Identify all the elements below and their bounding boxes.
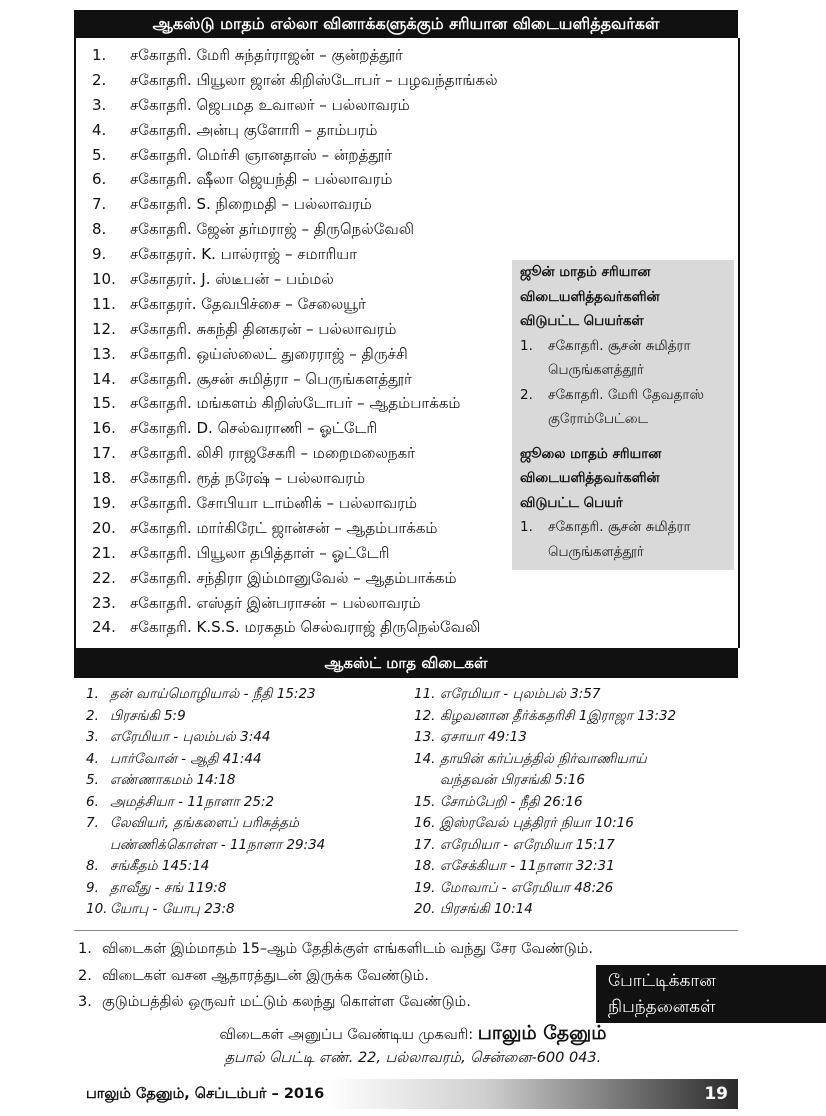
answer-line: லேவியர், தங்களைப் பரிசுத்தம் <box>110 815 299 831</box>
winners-header: ஆகஸ்டு மாதம் எல்லா வினாக்களுக்கும் சரியான விடையளித்தவர்கள் <box>74 10 738 38</box>
winner-item <box>92 441 498 466</box>
answer-item <box>414 856 734 878</box>
item-text <box>548 515 691 564</box>
answer-number: 7. <box>86 815 99 831</box>
winner-number: 3. <box>92 95 107 114</box>
winner-number: 14. <box>92 369 116 388</box>
winner-number: 10. <box>92 270 116 289</box>
winner-name: சகோதரி. பியூலா ஜான் கிறிஸ்டோபர் – பழவந்தாங்கல் <box>130 70 498 89</box>
winner-item <box>92 491 498 516</box>
address-brand: பாலும் தேனும் <box>477 1022 607 1044</box>
condition-text: விடைகள் இம்மாதம் 15–ஆம் தேதிக்குள் எங்களிடம் வந்து சேர வேண்டும். <box>102 941 593 957</box>
answer-line: அமத்சியா - 11நாளா 25:2 <box>110 793 275 810</box>
winner-item <box>92 167 498 192</box>
answer-text <box>440 813 634 835</box>
answer-text <box>110 706 186 728</box>
missed-name-item <box>512 515 734 564</box>
winner-item <box>92 342 498 367</box>
answer-text <box>440 835 615 857</box>
answer-item <box>414 749 734 792</box>
answer-item <box>86 706 406 728</box>
winner-item <box>92 516 498 541</box>
winner-item <box>92 566 498 591</box>
condition-number: 3. <box>78 994 92 1010</box>
winner-item <box>92 391 498 416</box>
answer-line: சங்கீதம் 145:14 <box>110 858 210 874</box>
answer-number: 3. <box>86 729 99 745</box>
answer-number: 11. <box>414 686 436 702</box>
winner-name: சகோதரி. S. நிறைமதி – பல்லாவரம் <box>130 195 372 214</box>
condition-number: 1. <box>78 941 92 957</box>
answer-number: 6. <box>86 793 99 810</box>
condition-text: விடைகள் வசன ஆதாரத்துடன் இருக்க வேண்டும். <box>102 967 429 984</box>
winner-item <box>92 217 498 242</box>
winner-item <box>92 317 498 342</box>
winner-number: 18. <box>92 469 116 488</box>
answer-text <box>440 684 600 706</box>
winner-number: 16. <box>92 419 116 438</box>
winner-number: 23. <box>92 593 116 612</box>
answer-line: பண்ணிக்கொள்ள - 11நாளா 29:34 <box>110 836 326 853</box>
answer-item <box>414 813 734 835</box>
answer-text <box>110 792 274 814</box>
winner-number: 13. <box>92 344 116 363</box>
item-line: குரோம்பேட்டை <box>548 411 649 427</box>
answer-line: வந்தவன் பிரசங்கி 5:16 <box>440 772 585 788</box>
winner-item <box>92 416 498 441</box>
winner-name: சகோதரி. சூசன் சுமித்ரா – பெருங்களத்தூர் <box>130 369 412 388</box>
winner-number: 1. <box>92 46 107 64</box>
item-line: சகோதரி. சூசன் சுமித்ரா <box>548 519 691 535</box>
winner-number: 22. <box>92 568 116 587</box>
winner-name: சகோதரி. பியூலா தபித்தாள் – ஓட்டேரி <box>130 543 390 562</box>
item-number: 1. <box>520 519 533 535</box>
answer-item <box>414 792 734 814</box>
answer-text <box>110 727 270 749</box>
address-heading <box>0 1020 826 1048</box>
answer-line: தாயின் கர்ப்பத்தில் நிர்வாணியாய் <box>440 750 647 767</box>
answer-number: 18. <box>414 858 436 874</box>
answer-number: 15. <box>414 793 436 810</box>
winner-item <box>92 143 498 168</box>
answer-line: மோவாப் - எரேமியா 48:26 <box>440 879 614 896</box>
box-heading-line: ஜூன் மாதம் சரியான <box>520 264 651 280</box>
answer-number: 2. <box>86 707 99 724</box>
answer-number: 14. <box>414 750 436 767</box>
winner-name: சகோதரி. மார்கிரேட் ஜான்சன் – ஆதம்பாக்கம் <box>130 518 438 537</box>
winner-number: 9. <box>92 245 107 264</box>
box-heading-line: விடையளித்தவர்களின் <box>520 288 660 305</box>
winner-name: சகோதரி. சுகந்தி தினகரன் – பல்லாவரம் <box>130 319 397 338</box>
rules-line: போட்டிக்கான <box>608 971 716 991</box>
box-heading-line: விடுபட்ட பெயர்கள் <box>520 313 644 329</box>
winner-item <box>92 615 498 640</box>
winner-number: 21. <box>92 543 116 562</box>
answer-line: எரேமியா - எரேமியா 15:17 <box>440 836 615 853</box>
winner-number: 24. <box>92 618 116 637</box>
answer-text <box>110 684 316 706</box>
answer-text <box>440 727 527 749</box>
item-number: 2. <box>520 386 533 403</box>
winner-item <box>92 591 498 616</box>
item-text <box>548 383 704 432</box>
answer-number: 1. <box>86 686 99 702</box>
answer-text <box>110 899 235 921</box>
address-line: தபால் பெட்டி எண். 22, பல்லாவரம், சென்னை-600 043. <box>224 1050 602 1066</box>
item-line: பெருங்களத்தூர் <box>548 362 644 378</box>
winner-name: சகோதரி. மெர்சி ஞானதாஸ் – ன்றத்தூர் <box>130 145 393 164</box>
winner-item <box>92 68 498 93</box>
answer-item <box>86 749 406 771</box>
winner-item <box>92 292 498 317</box>
winner-name: சகோதரி. மங்களம் கிறிஸ்டோபர் – ஆதம்பாக்கம் <box>130 394 461 413</box>
answer-item <box>86 684 406 706</box>
answer-item <box>86 770 406 792</box>
answer-line: பிரசங்கி 5:9 <box>110 707 186 724</box>
condition-item <box>78 936 593 963</box>
answer-item <box>414 899 734 921</box>
condition-text: குடும்பத்தில் ஒருவர் மட்டும் கலந்து கொள்ள வேண்டும். <box>102 994 471 1010</box>
answer-item <box>86 792 406 814</box>
winner-name: சகோதரி. ஜெபமத உவாலர் – பல்லாவரம் <box>130 95 410 114</box>
winner-number: 17. <box>92 444 116 463</box>
answer-item <box>86 727 406 749</box>
june-missed-section <box>512 260 734 432</box>
winner-name: சகோதரி. K.S.S. மரகதம் செல்வராஜ் திருநெல்வேலி <box>130 618 481 637</box>
conditions-list <box>78 936 593 1016</box>
answers-right-column <box>414 684 734 921</box>
answer-line: ஏசாயா 49:13 <box>440 729 527 745</box>
answer-item <box>414 684 734 706</box>
winner-number: 2. <box>92 70 107 89</box>
missed-name-item <box>512 383 734 432</box>
answer-number: 20. <box>414 901 436 917</box>
answer-line: தன் வாய்மொழியால் - நீதி 15:23 <box>110 686 316 702</box>
condition-item <box>78 989 593 1016</box>
winner-name: சகோதரி. ரூத் நரேஷ் – பல்லாவரம் <box>130 469 366 488</box>
answer-line: எண்ணாகமம் 14:18 <box>110 772 236 788</box>
answer-number: 16. <box>414 815 436 831</box>
winner-number: 7. <box>92 195 107 214</box>
answer-text <box>440 792 583 814</box>
answer-number: 4. <box>86 750 99 767</box>
answers-header: ஆகஸ்ட் மாத விடைகள் <box>74 648 738 678</box>
winner-item <box>92 541 498 566</box>
missed-names-box <box>512 260 734 570</box>
address-label: விடைகள் அனுப்ப வேண்டிய முகவரி: <box>219 1027 474 1043</box>
answer-line: யோபு - யோபு 23:8 <box>110 901 235 917</box>
winner-name: சகோதரி. அன்பு குளோரி – தாம்பரம் <box>130 120 378 139</box>
divider <box>74 930 738 931</box>
winner-item <box>92 367 498 392</box>
winners-list <box>92 43 498 640</box>
winner-name: சகோதரி. மேரி சுந்தர்ராஜன் – குன்றத்தூர் <box>130 46 403 64</box>
item-number: 1. <box>520 337 533 354</box>
answer-item <box>86 856 406 878</box>
winner-number: 11. <box>92 294 116 313</box>
answer-item <box>86 899 406 921</box>
answer-number: 10. <box>86 901 108 917</box>
winner-number: 15. <box>92 394 116 413</box>
july-missed-section <box>512 442 734 565</box>
item-line: சகோதரி. மேரி தேவதாஸ் <box>548 386 704 403</box>
answer-item <box>414 835 734 857</box>
winner-name: சகோதரி. ஷீலா ஜெயந்தி – பல்லாவரம் <box>130 170 393 189</box>
winner-number: 4. <box>92 120 107 139</box>
answer-line: கிழவனான தீர்க்கதரிசி 1இராஜா 13:32 <box>440 707 677 724</box>
answer-number: 13. <box>414 729 436 745</box>
answer-line: தாவீது - சங் 119:8 <box>110 879 227 896</box>
answer-number: 19. <box>414 879 436 896</box>
item-line: பெருங்களத்தூர் <box>548 543 644 560</box>
box-heading-line: விடுபட்ட பெயர் <box>520 494 623 511</box>
answer-text <box>110 749 262 771</box>
answer-text <box>440 706 676 728</box>
winner-item <box>92 192 498 217</box>
winner-item <box>92 267 498 292</box>
winner-name: சகோதரர். J. ஸ்டீபன் – பம்மல் <box>130 270 334 289</box>
winner-number: 12. <box>92 319 116 338</box>
winner-item <box>92 242 498 267</box>
winner-name: சகோதரி. எஸ்தர் இன்பராசன் – பல்லாவரம் <box>130 593 421 612</box>
winner-name: சகோதரி. லிசி ராஜசேகரி – மறைமலைநகர் <box>130 444 416 463</box>
winner-name: சகோதரர். K. பால்ராஜ் – சமாரியா <box>130 245 357 264</box>
answer-item <box>414 706 734 728</box>
condition-item <box>78 963 593 990</box>
answer-text <box>440 749 647 792</box>
item-line: சகோதரி. சூசன் சுமித்ரா <box>548 337 691 354</box>
contest-rules-label <box>596 965 826 1023</box>
answer-line: எரேமியா - புலம்பல் 3:57 <box>440 686 601 702</box>
winner-name: சகோதரி. ஒய்ஸ்லைட் துரைராஜ் – திருச்சி <box>130 344 408 363</box>
footer-text: பாலும் தேனும், செப்டம்பர் – 2016 <box>86 1086 325 1102</box>
rules-line: நிபந்தனைகள் <box>608 997 716 1017</box>
box-heading-line: விடையளித்தவர்களின் <box>520 470 660 486</box>
answers-left-column <box>86 684 406 921</box>
answer-number: 5. <box>86 772 99 788</box>
answer-item <box>414 878 734 900</box>
winner-name: சகோதரர். தேவபிச்சை – சேலையூர் <box>130 294 366 313</box>
answer-item <box>414 727 734 749</box>
answer-line: இஸ்ரவேல் புத்திரர் நியா 10:16 <box>440 815 634 831</box>
answer-item <box>86 813 406 856</box>
page-number: 19 <box>704 1084 728 1104</box>
missed-name-item <box>512 334 734 383</box>
footer <box>74 1079 738 1109</box>
answer-number: 9. <box>86 879 99 896</box>
answer-item <box>86 878 406 900</box>
box-heading-line: ஜூலை மாதம் சரியான <box>520 445 662 462</box>
answer-line: பார்வோன் - ஆதி 41:44 <box>110 750 262 767</box>
winner-item <box>92 93 498 118</box>
winner-name: சகோதரி. சோபியா டாம்னிக் – பல்லாவரம் <box>130 494 417 513</box>
winner-number: 5. <box>92 145 107 164</box>
item-text <box>548 334 691 383</box>
winner-number: 6. <box>92 170 107 189</box>
condition-number: 2. <box>78 967 92 984</box>
winner-name: சகோதரி. ஜேன் தர்மராஜ் – திருநெல்வேலி <box>130 220 414 239</box>
winner-number: 19. <box>92 494 116 513</box>
answer-line: பிரசங்கி 10:14 <box>440 901 533 917</box>
answer-text <box>440 899 533 921</box>
winner-name: சகோதரி. சந்திரா இம்மானுவேல் – ஆதம்பாக்கம் <box>130 568 457 587</box>
answer-number: 17. <box>414 836 436 853</box>
winner-number: 8. <box>92 220 107 239</box>
winner-number: 20. <box>92 518 116 537</box>
answer-text <box>110 856 209 878</box>
answer-number: 12. <box>414 707 436 724</box>
winner-item <box>92 118 498 143</box>
answer-text <box>110 878 226 900</box>
winner-name: சகோதரி. D. செல்வராணி – ஓட்டேரி <box>130 419 378 438</box>
answer-text <box>440 856 615 878</box>
answer-text <box>440 878 613 900</box>
answer-text <box>110 770 236 792</box>
answer-line: எசேக்கியா - 11நாளா 32:31 <box>440 858 615 874</box>
winner-item <box>92 43 498 68</box>
winner-item <box>92 466 498 491</box>
answer-text <box>110 813 325 856</box>
answer-line: எரேமியா - புலம்பல் 3:44 <box>110 729 271 745</box>
answer-line: சோம்பேறி - நீதி 26:16 <box>440 793 583 810</box>
answer-number: 8. <box>86 858 99 874</box>
